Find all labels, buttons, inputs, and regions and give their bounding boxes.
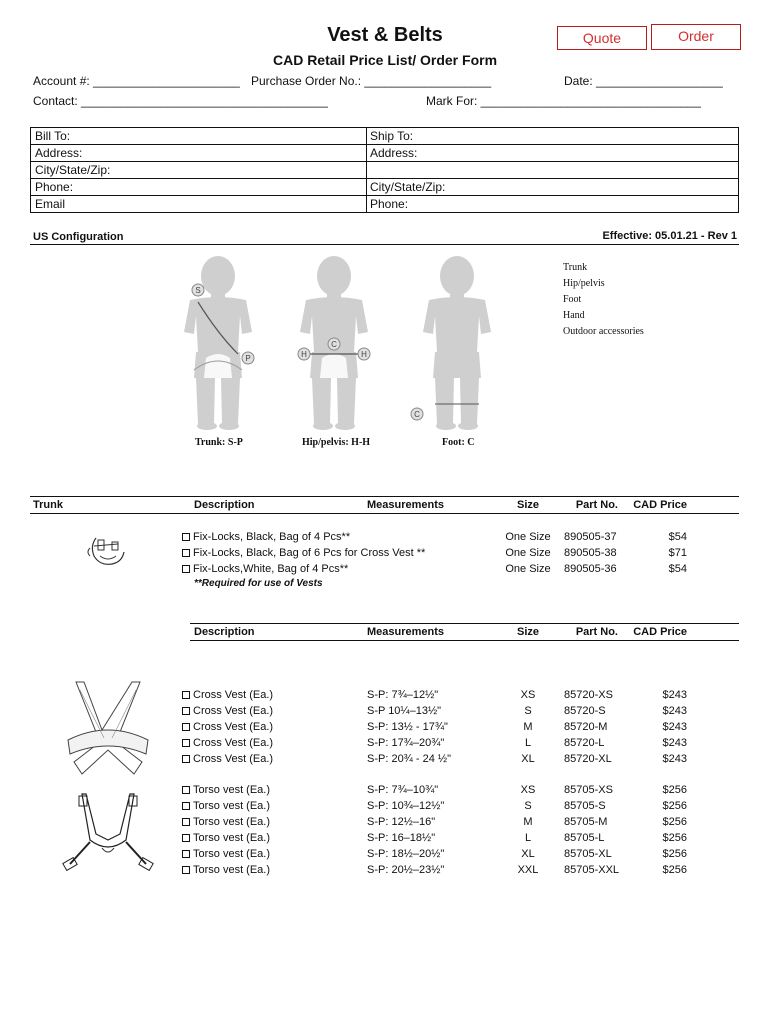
figure-foot [411, 256, 491, 430]
page-subtitle: CAD Retail Price List/ Order Form [272, 52, 498, 68]
divider [30, 496, 739, 497]
effective-date: Effective: 05.01.21 - Rev 1 [602, 230, 737, 242]
date-field[interactable]: Date: ___________________ [564, 74, 723, 88]
col-description: Description [194, 626, 255, 638]
price: $243 [662, 689, 687, 701]
measurement: S-P: 7¾–12½" [367, 689, 439, 701]
description-text: Cross Vest (Ea.) [193, 689, 274, 701]
part-number: 85720-M [564, 721, 608, 733]
row-description[interactable] [182, 735, 273, 751]
checkbox[interactable] [182, 802, 190, 810]
measurement: S-P: 16–18½" [367, 832, 436, 844]
price: $243 [662, 705, 687, 717]
row-description[interactable] [182, 529, 350, 545]
price: $256 [662, 848, 687, 860]
price: $256 [662, 864, 687, 876]
measurement: S-P: 17¾–20¾" [367, 737, 445, 749]
size: One Size [505, 563, 551, 575]
part-number: 85705-XXL [564, 864, 620, 876]
col-part-no: Part No. [575, 499, 618, 511]
row-description[interactable] [182, 719, 273, 735]
price: $243 [662, 721, 687, 733]
legend-item: Outdoor accessories [563, 326, 644, 337]
col-description: Description [194, 499, 255, 511]
description-text: Cross Vest (Ea.) [193, 753, 274, 765]
row-description[interactable] [182, 687, 273, 703]
checkbox[interactable] [182, 850, 190, 858]
col-cad-price: CAD Price [633, 626, 687, 638]
description-text: Torso vest (Ea.) [193, 832, 271, 844]
size: One Size [505, 531, 551, 543]
description-text: Fix-Locks, Black, Bag of 6 Pcs for Cross Vest ** [193, 547, 426, 559]
size: S [524, 800, 532, 812]
measurement: S-P: 20¾ - 24 ½" [367, 753, 452, 765]
col-size: Size [516, 626, 539, 638]
ship-to-field[interactable]: Ship To: [366, 128, 738, 145]
measurement: S-P: 10¾–12½" [367, 800, 445, 812]
config-label: US Configuration [33, 231, 124, 243]
divider [190, 640, 739, 641]
account-field[interactable]: Account #: ______________________ [33, 74, 240, 88]
section-trunk: Trunk [33, 499, 63, 511]
size: XS [520, 689, 536, 701]
description-text: Cross Vest (Ea.) [193, 721, 274, 733]
description-text: Torso vest (Ea.) [193, 784, 271, 796]
part-number: 85705-XL [564, 848, 612, 860]
row-description[interactable] [182, 846, 270, 862]
price: $256 [662, 832, 687, 844]
ship-to-field[interactable]: Phone: [370, 197, 409, 211]
part-number: 890505-36 [564, 563, 617, 575]
marker-p: P [245, 354, 251, 363]
page-title: Vest & Belts [327, 24, 443, 46]
row-description[interactable] [182, 814, 270, 830]
measurement: S-P: 7¾–10¾" [367, 784, 439, 796]
bill-to-field[interactable]: Phone: [31, 179, 366, 196]
row-description[interactable] [182, 703, 273, 719]
part-number: 85705-S [564, 800, 606, 812]
price: $71 [668, 547, 687, 559]
col-measurements: Measurements [367, 626, 445, 638]
part-number: 85705-L [564, 832, 605, 844]
checkbox[interactable] [182, 834, 190, 842]
configuration-figures [170, 250, 510, 440]
description-text: Fix-Locks,White, Bag of 4 Pcs** [193, 563, 349, 575]
part-number: 85720-S [564, 705, 606, 717]
measurement: S-P: 18½–20½" [367, 848, 445, 860]
checkbox[interactable] [182, 723, 190, 731]
part-number: 85705-M [564, 816, 608, 828]
row-description[interactable] [182, 830, 270, 846]
ship-to-field[interactable]: City/State/Zip: [366, 179, 738, 196]
legend-item: Hip/pelvis [563, 278, 605, 289]
row-description[interactable] [182, 862, 270, 878]
size: S [524, 705, 532, 717]
bill-to-field[interactable]: City/State/Zip: [31, 162, 366, 179]
size: XXL [517, 864, 539, 876]
price: $256 [662, 784, 687, 796]
part-number: 890505-37 [564, 531, 617, 543]
measurement: S-P: 13½ - 17¾" [367, 721, 448, 733]
ship-to-field[interactable] [366, 162, 738, 179]
figure-hip-pelvis [298, 256, 370, 430]
checkbox[interactable] [182, 565, 190, 573]
torso-vest-image [62, 790, 154, 880]
row-description[interactable] [182, 545, 425, 561]
purchase-order-field[interactable]: Purchase Order No.: ___________________ [251, 74, 492, 88]
price: $54 [668, 531, 687, 543]
quote-button[interactable]: Quote [557, 26, 647, 50]
checkbox[interactable] [182, 755, 190, 763]
size: One Size [505, 547, 551, 559]
description-text: Torso vest (Ea.) [193, 800, 271, 812]
part-number: 85705-XS [564, 784, 613, 796]
figure-trunk [184, 256, 254, 430]
bill-to-field[interactable]: Bill To: [31, 128, 366, 145]
mark-for-field[interactable]: Mark For: _________________________________ [426, 94, 701, 108]
price: $243 [662, 737, 687, 749]
size: XS [520, 784, 536, 796]
divider [30, 513, 739, 514]
col-part-no: Part No. [575, 626, 618, 638]
description-text: Fix-Locks, Black, Bag of 4 Pcs** [193, 531, 351, 543]
part-number: 85720-XS [564, 689, 613, 701]
marker-h-left: H [301, 350, 307, 359]
marker-c-hip: C [331, 340, 337, 349]
row-description[interactable] [182, 561, 348, 577]
marker-c-foot: C [414, 410, 420, 419]
caption-trunk: Trunk: S-P [195, 437, 243, 448]
row-description[interactable] [182, 782, 270, 798]
cross-vest-image [62, 680, 154, 776]
checkbox[interactable] [182, 739, 190, 747]
size: M [523, 816, 533, 828]
size: L [524, 832, 532, 844]
size: XL [521, 848, 535, 860]
price: $243 [662, 753, 687, 765]
checkbox[interactable] [182, 533, 190, 541]
part-number: 890505-38 [564, 547, 617, 559]
bill-to-field[interactable]: Address: [31, 145, 366, 162]
required-note: **Required for use of Vests [194, 578, 323, 589]
row-description[interactable] [182, 751, 273, 767]
price: $256 [662, 816, 687, 828]
caption-hip: Hip/pelvis: H-H [302, 437, 371, 448]
checkbox[interactable] [182, 549, 190, 557]
caption-foot: Foot: C [442, 437, 475, 448]
description-text: Torso vest (Ea.) [193, 816, 271, 828]
part-number: 85720-L [564, 737, 605, 749]
measurement: S-P 10¼–13½" [367, 705, 442, 717]
col-cad-price: CAD Price [633, 499, 687, 511]
contact-field[interactable]: Contact: _____________________________________ [33, 94, 328, 108]
price: $256 [662, 800, 687, 812]
legend-item: Trunk [563, 262, 588, 273]
order-button[interactable]: Order [651, 24, 741, 50]
size: XL [521, 753, 535, 765]
divider [30, 244, 739, 245]
checkbox[interactable] [182, 786, 190, 794]
legend-item: Foot [563, 294, 582, 305]
checkbox[interactable] [182, 691, 190, 699]
checkbox[interactable] [182, 818, 190, 826]
marker-s: S [195, 286, 201, 295]
fix-locks-image [84, 532, 130, 572]
checkbox[interactable] [182, 707, 190, 715]
col-size: Size [516, 499, 539, 511]
measurement: S-P: 20½–23½" [367, 864, 445, 876]
description-text: Torso vest (Ea.) [193, 848, 271, 860]
checkbox[interactable] [182, 866, 190, 874]
bill-to-field[interactable]: Email [35, 197, 66, 211]
legend-item: Hand [563, 310, 585, 321]
price: $54 [668, 563, 687, 575]
description-text: Cross Vest (Ea.) [193, 705, 274, 717]
description-text: Torso vest (Ea.) [193, 864, 271, 876]
size: L [524, 737, 532, 749]
ship-to-field[interactable]: Address: [366, 145, 738, 162]
size: M [523, 721, 533, 733]
part-number: 85720-XL [564, 753, 612, 765]
description-text: Cross Vest (Ea.) [193, 737, 274, 749]
marker-h-right: H [361, 350, 367, 359]
measurement: S-P: 12½–16" [367, 816, 436, 828]
row-description[interactable] [182, 798, 270, 814]
divider [190, 623, 739, 624]
col-measurements: Measurements [367, 499, 445, 511]
